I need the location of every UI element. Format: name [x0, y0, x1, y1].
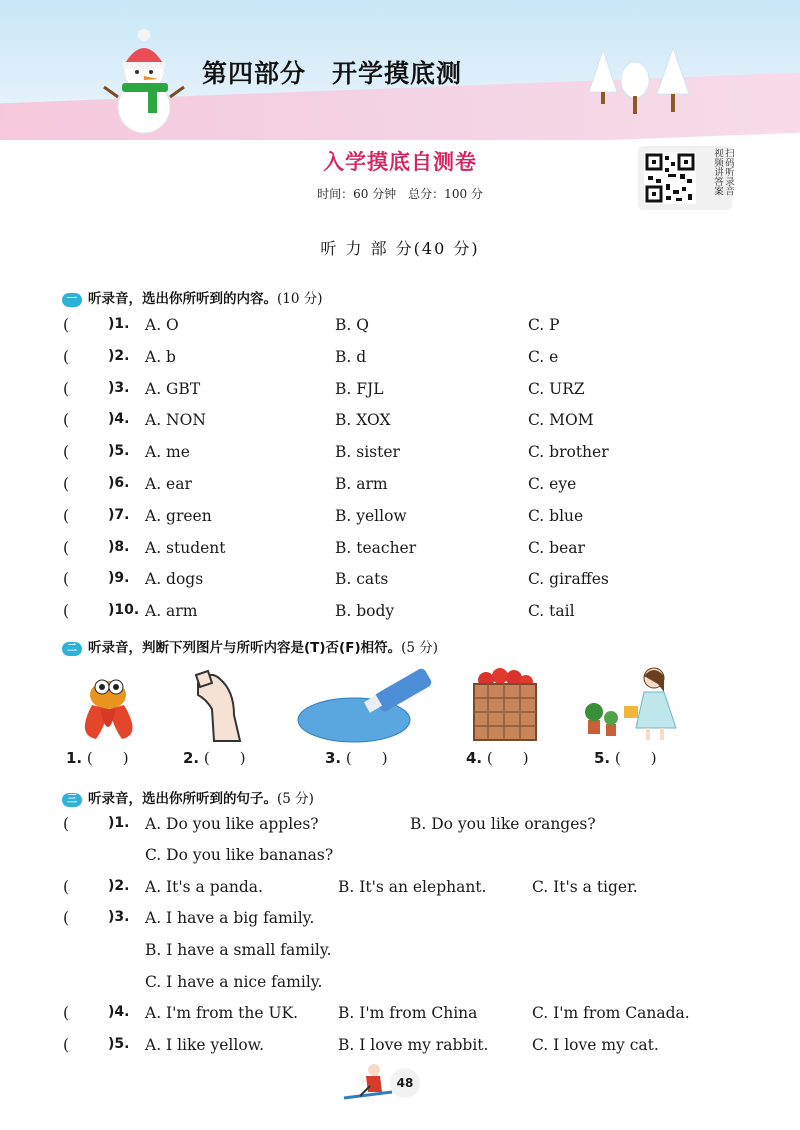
part2-title: 听录音，判断下列图片与所听内容是(T)否(F)相符。: [88, 640, 402, 656]
question-number: )4.: [108, 1004, 130, 1020]
question-number: )2.: [108, 878, 130, 894]
option-a[interactable]: A. GBT: [145, 379, 201, 398]
answer-paren[interactable]: (: [63, 443, 70, 462]
answer-paren[interactable]: ( ): [486, 749, 529, 767]
skier-icon: [340, 1062, 396, 1102]
answer-paren[interactable]: (: [63, 475, 70, 493]
option-a[interactable]: A. I have a big family.: [145, 909, 315, 927]
option-a[interactable]: A. student: [145, 538, 226, 557]
option-c[interactable]: C. brother: [528, 443, 609, 462]
answer-paren[interactable]: ( ): [614, 749, 657, 767]
part1-question-row: [0, 539, 800, 563]
answer-paren[interactable]: (: [63, 602, 70, 621]
time-and-score: 时间：60 分钟 总分：100 分: [317, 187, 483, 201]
answer-paren[interactable]: (: [63, 347, 70, 366]
option-c[interactable]: C. blue: [528, 506, 584, 525]
answer-paren[interactable]: ( ): [345, 749, 388, 767]
question-number: )4.: [108, 411, 130, 428]
part3-q1-cont: [0, 846, 800, 870]
trees-icon: [585, 40, 695, 120]
banner-title: 第四部分 开学摸底测: [202, 59, 463, 88]
part1-title: 听录音，选出你所听到的内容。: [88, 291, 277, 307]
option-c[interactable]: C. P: [528, 316, 560, 334]
option-b[interactable]: B. I'm from China: [338, 1004, 478, 1022]
option-c[interactable]: C. tail: [528, 602, 575, 621]
option-a[interactable]: A. b: [145, 347, 176, 366]
picture-answer-1[interactable]: [66, 747, 129, 768]
picture-answer-4[interactable]: [466, 747, 529, 768]
answer-paren[interactable]: (: [63, 411, 70, 430]
option-c[interactable]: C. It's a tiger.: [532, 878, 638, 896]
answer-paren[interactable]: (: [63, 1004, 70, 1022]
option-c[interactable]: C. I love my cat.: [532, 1036, 659, 1054]
answer-paren[interactable]: (: [63, 570, 70, 589]
option-a[interactable]: A. dogs: [145, 570, 204, 589]
question-number: )9.: [108, 570, 130, 587]
option-a[interactable]: A. arm: [145, 602, 198, 621]
apple-basket-icon: [470, 664, 540, 746]
option-a[interactable]: A. O: [145, 316, 179, 334]
answer-paren[interactable]: (: [63, 1036, 70, 1054]
option-c[interactable]: C. I have a nice family.: [145, 973, 323, 991]
header-banner: [0, 0, 800, 140]
option-b[interactable]: B. cats: [335, 570, 389, 589]
option-a[interactable]: A. It's a panda.: [145, 878, 263, 896]
option-b[interactable]: B. I have a small family.: [145, 941, 332, 959]
option-a[interactable]: A. me: [145, 443, 190, 462]
option-a[interactable]: A. NON: [145, 411, 206, 430]
question-number: )5.: [108, 1036, 130, 1052]
option-a[interactable]: A. I like yellow.: [145, 1036, 265, 1054]
part1-badge: 一: [62, 293, 82, 307]
picture-number: 3.: [325, 749, 342, 767]
question-number: )10.: [108, 602, 140, 619]
option-b[interactable]: B. It's an elephant.: [338, 878, 487, 896]
girl-watering-plants-icon: [584, 662, 684, 746]
picture-answer-3[interactable]: [325, 747, 388, 768]
part3-q2: [0, 878, 800, 902]
answer-paren[interactable]: (: [63, 506, 70, 525]
part3-title: 听录音，选出你所听到的句子。: [88, 791, 277, 807]
part1-question-row: [0, 348, 800, 372]
part2-badge: 二: [62, 642, 82, 656]
picture-number: 1.: [66, 749, 83, 767]
arm-icon: [190, 665, 260, 745]
part1-heading: [62, 287, 323, 307]
question-number: )3.: [108, 909, 130, 925]
part3-badge: 三: [62, 793, 82, 807]
answer-paren[interactable]: (: [63, 909, 70, 927]
page-number: 48: [390, 1068, 420, 1098]
answer-paren[interactable]: (: [63, 379, 70, 398]
question-number: )5.: [108, 443, 130, 460]
part1-question-row: [0, 380, 800, 404]
part1-question-row: [0, 475, 800, 499]
glue-icon: [296, 662, 441, 746]
question-number: )6.: [108, 475, 130, 491]
question-number: )7.: [108, 506, 130, 523]
option-b[interactable]: B. arm: [335, 475, 388, 493]
part3-q3-b: [0, 941, 800, 965]
question-number: )8.: [108, 538, 130, 555]
part1-question-row: [0, 602, 800, 626]
option-b[interactable]: B. teacher: [335, 538, 417, 557]
option-a[interactable]: A. Do you like apples?: [145, 815, 319, 833]
part3-q5: [0, 1036, 800, 1060]
part2-score: (5 分): [401, 640, 439, 656]
option-c[interactable]: C. eye: [528, 475, 577, 493]
part2-heading: [62, 636, 438, 656]
part3-score: (5 分): [277, 791, 314, 807]
qr-caption: 扫码听录音 视频讲答案: [712, 148, 734, 196]
picture-answer-2[interactable]: [183, 747, 246, 768]
snowman-icon: [100, 25, 190, 135]
option-c[interactable]: C. Do you like bananas?: [145, 846, 334, 864]
part1-question-row: [0, 443, 800, 467]
option-b[interactable]: B. sister: [335, 443, 400, 462]
picture-number: 5.: [594, 749, 611, 767]
picture-answer-5[interactable]: [594, 747, 657, 768]
option-b[interactable]: B. yellow: [335, 506, 407, 525]
answer-paren[interactable]: (: [63, 878, 70, 896]
option-b[interactable]: B. body: [335, 602, 395, 621]
option-a[interactable]: A. ear: [145, 475, 192, 493]
test-title: 入学摸底自测卷: [323, 150, 477, 174]
option-c[interactable]: C. MOM: [528, 411, 594, 430]
option-c[interactable]: C. URZ: [528, 379, 585, 398]
option-c[interactable]: C. I'm from Canada.: [532, 1004, 690, 1022]
part1-question-row: [0, 570, 800, 594]
option-b[interactable]: B. d: [335, 347, 367, 366]
answer-paren[interactable]: (: [63, 815, 70, 833]
option-b[interactable]: B. Q: [335, 316, 369, 334]
answer-paren[interactable]: (: [63, 538, 70, 557]
part1-score: (10 分): [277, 291, 323, 307]
question-number: )2.: [108, 347, 130, 364]
question-number: )3.: [108, 379, 130, 396]
listening-section-title: 听 力 部 分(40 分): [320, 239, 480, 258]
answer-paren[interactable]: ( ): [203, 749, 246, 767]
option-a[interactable]: A. I'm from the UK.: [145, 1004, 299, 1022]
part3-q4: [0, 1004, 800, 1028]
answer-paren[interactable]: (: [63, 316, 70, 334]
question-number: )1.: [108, 815, 130, 831]
option-c[interactable]: C. e: [528, 347, 559, 366]
picture-number: 2.: [183, 749, 200, 767]
part3-heading: [62, 787, 314, 807]
answer-paren[interactable]: ( ): [86, 749, 129, 767]
part3-q1: [0, 815, 800, 839]
option-b[interactable]: B. Do you like oranges?: [410, 815, 596, 833]
option-b[interactable]: B. XOX: [335, 411, 391, 430]
option-c[interactable]: C. bear: [528, 538, 585, 557]
part3-q3: [0, 909, 800, 933]
option-b[interactable]: B. FJL: [335, 379, 384, 398]
question-number: )1.: [108, 316, 130, 332]
part1-question-row: [0, 316, 800, 340]
part1-question-row: [0, 507, 800, 531]
option-c[interactable]: C. giraffes: [528, 570, 609, 589]
part3-q3-c: [0, 973, 800, 997]
goldfish-icon: [66, 665, 146, 745]
option-a[interactable]: A. green: [145, 506, 212, 525]
part1-question-row: [0, 411, 800, 435]
picture-number: 4.: [466, 749, 483, 767]
option-b[interactable]: B. I love my rabbit.: [338, 1036, 489, 1054]
